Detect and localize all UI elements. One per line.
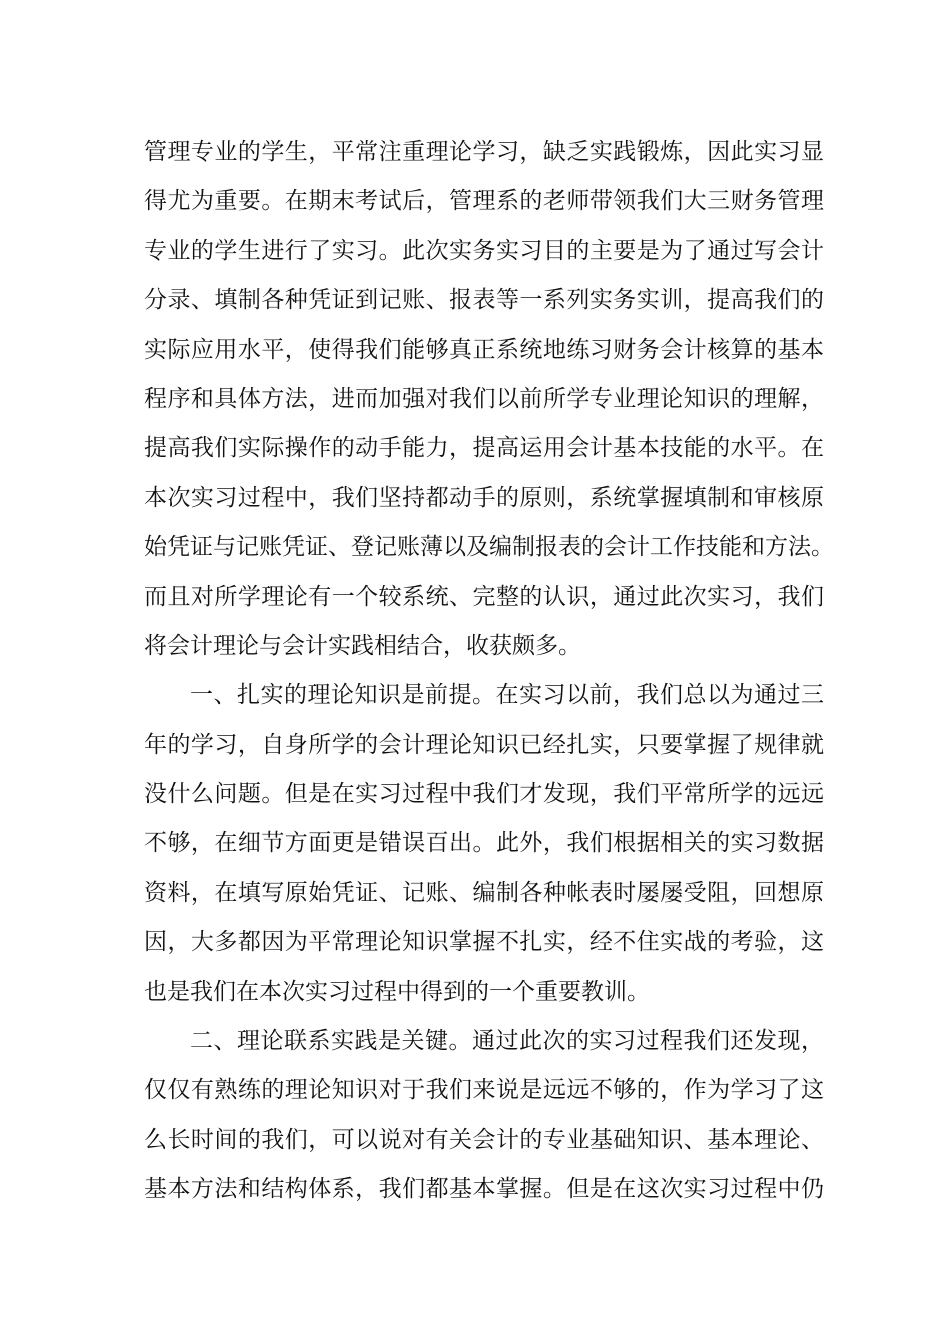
text-line-20: 仅仅有熟练的理论知识对于我们来说是远远不够的，作为学习了这 [144,1077,824,1104]
text-line-6: 程序和具体方法，进而加强对我们以前所学专业理论知识的理解， [144,385,824,412]
text-line-3: 专业的学生进行了实习。此次实务实习目的主要是为了通过写会计 [144,237,824,264]
text-line-14: 没什么问题。但是在实习过程中我们才发现，我们平常所学的远远 [144,781,824,808]
text-line-22: 基本方法和结构体系，我们都基本掌握。但是在这次实习过程中仍 [144,1176,824,1203]
text-line-8: 本次实习过程中，我们坚持都动手的原则，系统掌握填制和审核原 [144,484,824,511]
text-line-21: 么长时间的我们，可以说对有关会计的专业基础知识、基本理论、 [144,1126,824,1153]
text-line-12: 一、扎实的理论知识是前提。在实习以前，我们总以为通过三 [190,682,824,709]
text-line-11: 将会计理论与会计实践相结合，收获颇多。 [144,632,581,659]
text-line-10: 而且对所学理论有一个较系统、完整的认识，通过此次实习，我们 [144,583,824,610]
text-line-9: 始凭证与记账凭证、登记账薄以及编制报表的会计工作技能和方法。 [144,534,834,561]
text-line-1: 管理专业的学生，平常注重理论学习，缺乏实践锻炼，因此实习显 [144,139,824,165]
text-line-17: 因，大多都因为平常理论知识掌握不扎实，经不住实战的考验，这 [144,929,824,956]
text-line-7: 提高我们实际操作的动手能力，提高运用会计基本技能的水平。在 [144,435,824,462]
text-line-2: 得尤为重要。在期末考试后，管理系的老师带领我们大三财务管理 [144,188,824,215]
text-line-5: 实际应用水平，使得我们能够真正系统地练习财务会计核算的基本 [144,336,824,363]
text-line-13: 年的学习，自身所学的会计理论知识已经扎实，只要掌握了规律就 [144,731,824,758]
document-body [144,128,834,1215]
text-line-15: 不够，在细节方面更是错误百出。此外，我们根据相关的实习数据 [144,830,824,857]
text-line-19: 二、理论联系实践是关键。通过此次的实习过程我们还发现， [190,1028,824,1055]
text-line-16: 资料，在填写原始凭证、记账、编制各种帐表时屡屡受阻，回想原 [144,879,824,906]
text-line-4: 分录、填制各种凭证到记账、报表等一系列实务实训，提高我们的 [144,287,824,314]
text-line-18: 也是我们在本次实习过程中得到的一个重要教训。 [144,978,650,1005]
